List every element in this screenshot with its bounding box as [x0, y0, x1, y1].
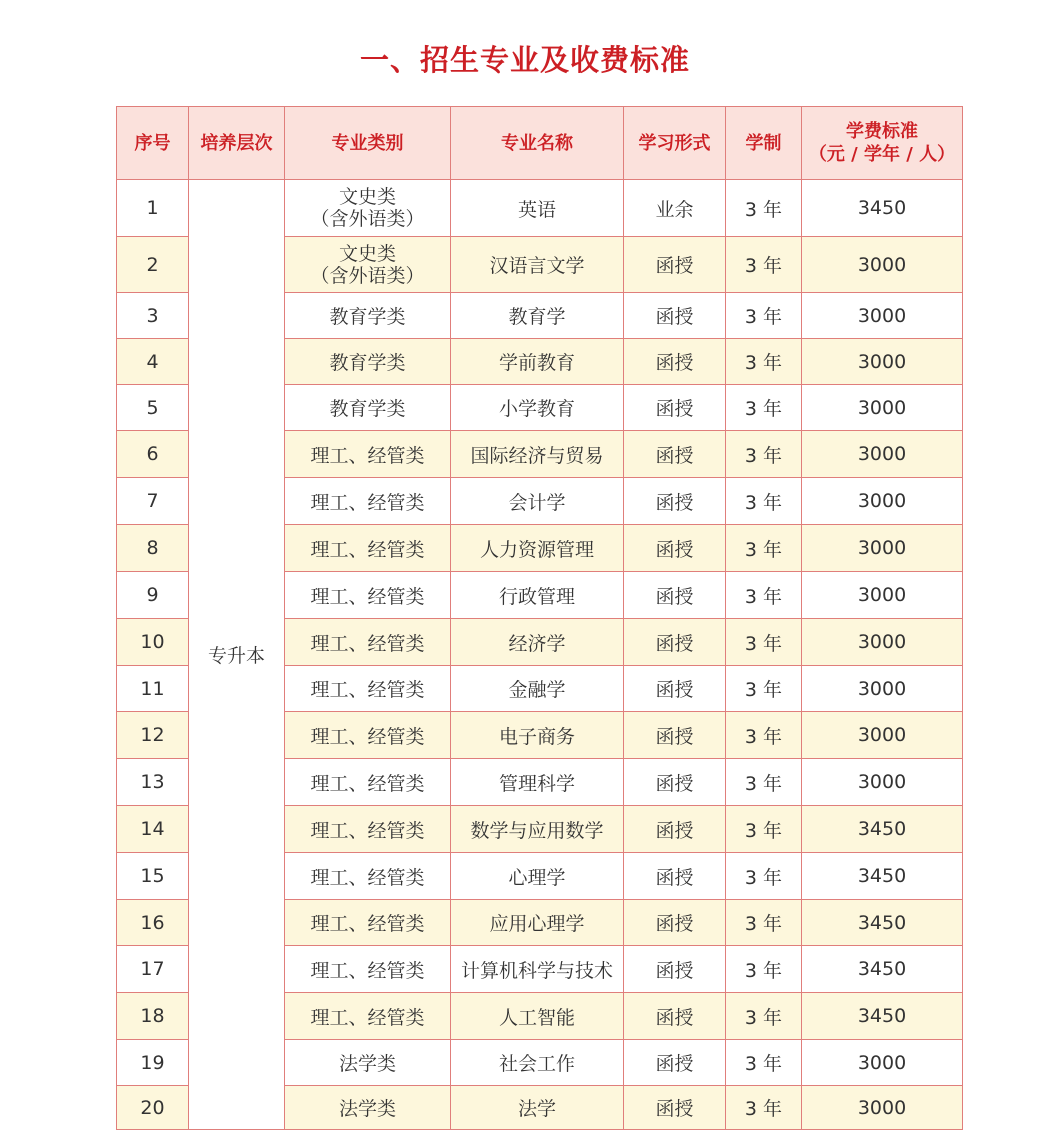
cell-fee: 3000 [802, 759, 963, 806]
cell-no: 5 [117, 385, 189, 431]
cell-mode: 函授 [624, 806, 726, 853]
cell-duration: 3 年 [726, 1040, 802, 1086]
cell-no: 13 [117, 759, 189, 806]
cell-mode: 函授 [624, 946, 726, 993]
cell-fee: 3450 [802, 900, 963, 946]
cell-no: 6 [117, 431, 189, 478]
cell-category: 理工、经管类 [285, 759, 451, 806]
cell-category: 教育学类 [285, 339, 451, 385]
category-line2: （含外语类） [310, 264, 425, 287]
cell-mode: 函授 [624, 339, 726, 385]
cell-fee: 3000 [802, 1040, 963, 1086]
table-row [117, 180, 963, 237]
cell-no: 2 [117, 237, 189, 293]
cell-no: 19 [117, 1040, 189, 1086]
cell-no: 7 [117, 478, 189, 525]
cell-category: 理工、经管类 [285, 525, 451, 572]
cell-category: 理工、经管类 [285, 619, 451, 666]
cell-category: 理工、经管类 [285, 431, 451, 478]
cell-duration: 3 年 [726, 1086, 802, 1130]
cell-no: 9 [117, 572, 189, 619]
cell-no: 15 [117, 853, 189, 900]
cell-major: 会计学 [451, 478, 624, 525]
category-line1: 文史类 [338, 242, 396, 265]
cell-fee: 3450 [802, 993, 963, 1040]
cell-fee: 3450 [802, 853, 963, 900]
cell-category: 法学类 [285, 1040, 451, 1086]
cell-category: 法学类 [285, 1086, 451, 1130]
cell-duration: 3 年 [726, 572, 802, 619]
cell-category: 教育学类 [285, 385, 451, 431]
cell-major: 心理学 [451, 853, 624, 900]
header-fee-line2: （元 / 学年 / 人） [808, 144, 956, 165]
table-header-row [117, 107, 963, 180]
cell-fee: 3450 [802, 180, 963, 237]
cell-category [285, 237, 451, 293]
cell-fee: 3000 [802, 712, 963, 759]
header-duration: 学制 [726, 107, 802, 180]
cell-no: 16 [117, 900, 189, 946]
cell-no: 10 [117, 619, 189, 666]
cell-mode: 函授 [624, 759, 726, 806]
cell-no: 1 [117, 180, 189, 237]
cell-major: 行政管理 [451, 572, 624, 619]
cell-major: 经济学 [451, 619, 624, 666]
cell-mode: 函授 [624, 293, 726, 339]
cell-no: 3 [117, 293, 189, 339]
cell-fee: 3000 [802, 237, 963, 293]
header-category: 专业类别 [285, 107, 451, 180]
cell-fee: 3000 [802, 1086, 963, 1130]
cell-duration: 3 年 [726, 853, 802, 900]
cell-duration: 3 年 [726, 431, 802, 478]
cell-duration: 3 年 [726, 900, 802, 946]
cell-fee: 3000 [802, 293, 963, 339]
cell-major: 教育学 [451, 293, 624, 339]
cell-category [285, 180, 451, 237]
page-title: 一、招生专业及收费标准 [359, 43, 690, 77]
cell-fee: 3450 [802, 946, 963, 993]
header-fee-line1: 学费标准 [846, 121, 918, 142]
cell-no: 8 [117, 525, 189, 572]
cell-major: 小学教育 [451, 385, 624, 431]
header-fee [802, 107, 963, 180]
cell-major: 汉语言文学 [451, 237, 624, 293]
cell-mode: 函授 [624, 525, 726, 572]
cell-major: 应用心理学 [451, 900, 624, 946]
cell-major: 国际经济与贸易 [451, 431, 624, 478]
cell-no: 14 [117, 806, 189, 853]
cell-duration: 3 年 [726, 993, 802, 1040]
header-mode: 学习形式 [624, 107, 726, 180]
cell-fee: 3000 [802, 666, 963, 712]
cell-category: 理工、经管类 [285, 993, 451, 1040]
cell-major: 英语 [451, 180, 624, 237]
cell-mode: 函授 [624, 572, 726, 619]
cell-fee: 3000 [802, 431, 963, 478]
cell-major: 人力资源管理 [451, 525, 624, 572]
cell-category: 教育学类 [285, 293, 451, 339]
cell-level: 专升本 [189, 180, 285, 1130]
cell-duration: 3 年 [726, 478, 802, 525]
cell-mode: 函授 [624, 712, 726, 759]
cell-mode: 函授 [624, 478, 726, 525]
cell-mode: 函授 [624, 993, 726, 1040]
cell-duration: 3 年 [726, 237, 802, 293]
cell-fee: 3000 [802, 385, 963, 431]
cell-mode: 函授 [624, 385, 726, 431]
cell-category: 理工、经管类 [285, 900, 451, 946]
cell-major: 学前教育 [451, 339, 624, 385]
cell-category: 理工、经管类 [285, 572, 451, 619]
cell-mode: 函授 [624, 1086, 726, 1130]
cell-fee: 3000 [802, 478, 963, 525]
cell-no: 20 [117, 1086, 189, 1130]
cell-no: 18 [117, 993, 189, 1040]
cell-mode: 函授 [624, 900, 726, 946]
cell-category: 理工、经管类 [285, 478, 451, 525]
cell-category: 理工、经管类 [285, 806, 451, 853]
cell-major: 数学与应用数学 [451, 806, 624, 853]
cell-mode: 函授 [624, 619, 726, 666]
cell-major: 电子商务 [451, 712, 624, 759]
cell-duration: 3 年 [726, 759, 802, 806]
cell-duration: 3 年 [726, 293, 802, 339]
cell-no: 17 [117, 946, 189, 993]
cell-no: 4 [117, 339, 189, 385]
cell-fee: 3000 [802, 619, 963, 666]
cell-major: 管理科学 [451, 759, 624, 806]
category-line2: （含外语类） [310, 208, 425, 230]
header-level: 培养层次 [189, 107, 285, 180]
cell-duration: 3 年 [726, 666, 802, 712]
cell-major: 社会工作 [451, 1040, 624, 1086]
cell-duration: 3 年 [726, 525, 802, 572]
cell-duration: 3 年 [726, 946, 802, 993]
cell-mode: 函授 [624, 853, 726, 900]
cell-duration: 3 年 [726, 180, 802, 237]
cell-duration: 3 年 [726, 385, 802, 431]
cell-category: 理工、经管类 [285, 712, 451, 759]
cell-major: 计算机科学与技术 [451, 946, 624, 993]
cell-fee: 3000 [802, 525, 963, 572]
cell-category: 理工、经管类 [285, 946, 451, 993]
cell-mode: 函授 [624, 666, 726, 712]
header-no: 序号 [117, 107, 189, 180]
cell-mode: 函授 [624, 431, 726, 478]
cell-fee: 3000 [802, 339, 963, 385]
cell-category: 理工、经管类 [285, 666, 451, 712]
fee-table [116, 106, 963, 1130]
cell-fee: 3000 [802, 572, 963, 619]
cell-fee: 3450 [802, 806, 963, 853]
cell-no: 12 [117, 712, 189, 759]
cell-major: 人工智能 [451, 993, 624, 1040]
cell-duration: 3 年 [726, 619, 802, 666]
cell-duration: 3 年 [726, 806, 802, 853]
cell-no: 11 [117, 666, 189, 712]
cell-mode: 函授 [624, 1040, 726, 1086]
header-major: 专业名称 [451, 107, 624, 180]
category-line1: 文史类 [338, 186, 396, 208]
cell-duration: 3 年 [726, 339, 802, 385]
cell-category: 理工、经管类 [285, 853, 451, 900]
cell-mode: 业余 [624, 180, 726, 237]
cell-mode: 函授 [624, 237, 726, 293]
cell-major: 法学 [451, 1086, 624, 1130]
cell-duration: 3 年 [726, 712, 802, 759]
cell-major: 金融学 [451, 666, 624, 712]
